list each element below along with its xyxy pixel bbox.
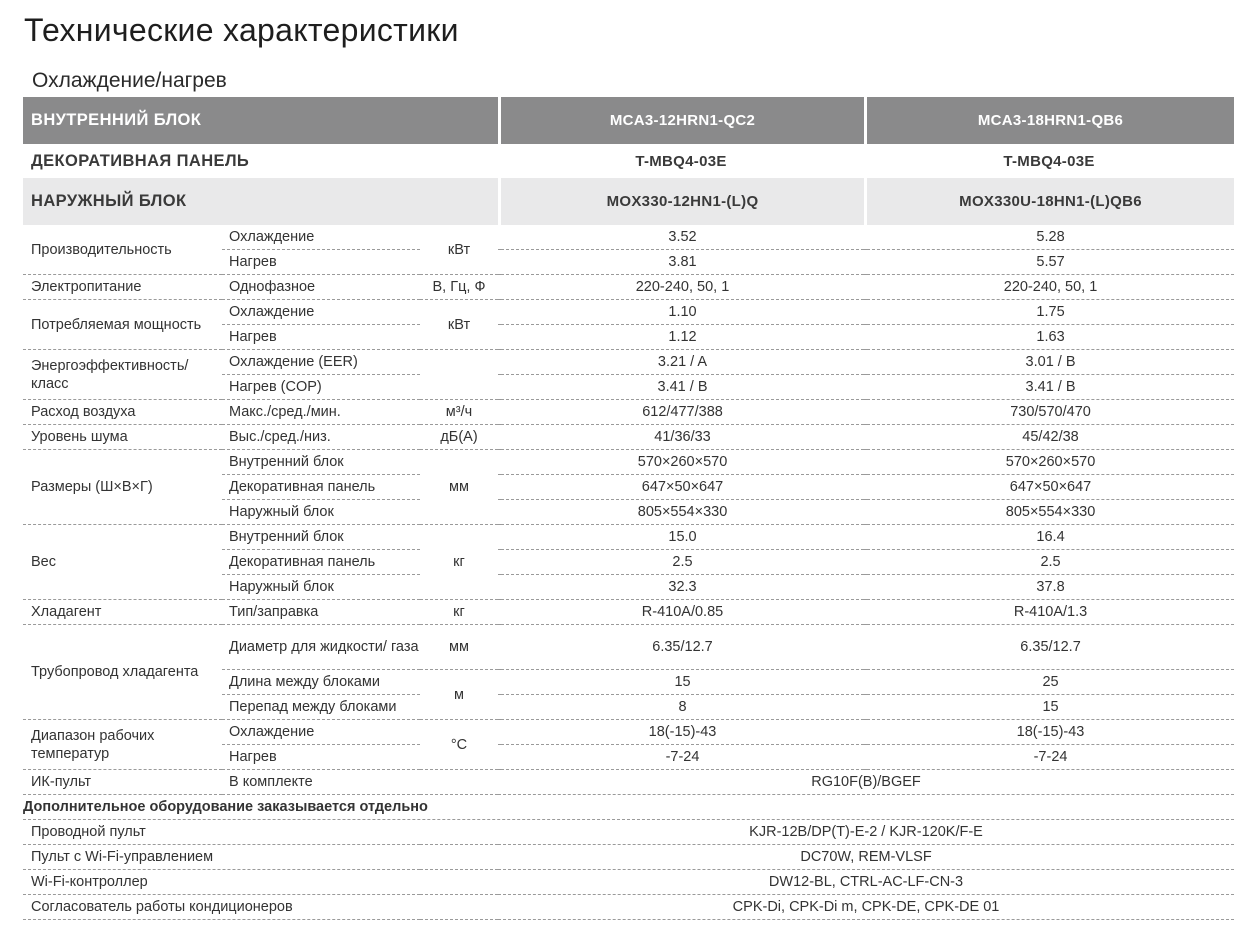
value-model-2: R-410A/1.3	[867, 600, 1234, 625]
value-model-1: 1.12	[501, 325, 864, 350]
value-model-1: 2.5	[501, 550, 864, 575]
sub-label: Внутренний блок	[222, 450, 420, 475]
table-row	[23, 845, 1234, 870]
optional-heading-row	[23, 795, 1234, 820]
value-model-1: 3.21 / A	[501, 350, 864, 375]
header-row-panel	[23, 144, 1234, 178]
value-model-2: -7-24	[867, 745, 1234, 770]
param-label: Вес	[23, 525, 222, 600]
value-shared: RG10F(B)/BGEF	[498, 770, 1234, 795]
param-label: Уровень шума	[23, 425, 222, 450]
value-model-1: 647×50×647	[501, 475, 864, 500]
value-model-2: 805×554×330	[867, 500, 1234, 525]
value-model-1: 15	[501, 670, 864, 695]
panel-label: ДЕКОРАТИВНАЯ ПАНЕЛЬ	[23, 144, 498, 178]
value-model-2: 5.57	[867, 250, 1234, 275]
value-model-1: 570×260×570	[501, 450, 864, 475]
table-row	[23, 625, 1234, 670]
sub-label: Охлаждение	[222, 300, 420, 325]
model-1-outdoor: MOX330-12HN1-(L)Q	[498, 178, 864, 225]
sub-label: Однофазное	[222, 275, 420, 300]
value-model-1: 18(-15)-43	[501, 720, 864, 745]
table-row	[23, 450, 1234, 475]
header-row-indoor	[23, 97, 1234, 144]
value-model-2: 2.5	[867, 550, 1234, 575]
table-row	[23, 870, 1234, 895]
section-subtitle: Охлаждение/нагрев	[32, 69, 227, 92]
sub-label: Перепад между блоками	[222, 695, 420, 720]
unit-label: кВт	[420, 225, 498, 275]
table-row	[23, 770, 1234, 795]
value-model-1: 3.81	[501, 250, 864, 275]
sub-label: Декоративная панель	[222, 475, 420, 500]
value-model-1: 41/36/33	[501, 425, 864, 450]
sub-label: Охлаждение	[222, 720, 420, 745]
value-model-2: 5.28	[867, 225, 1234, 250]
sub-label: Нагрев	[222, 325, 420, 350]
table-row	[23, 225, 1234, 250]
sub-label: В комплекте	[222, 770, 420, 795]
value-model-2: 37.8	[867, 575, 1234, 600]
unit-label: В, Гц, Ф	[420, 275, 498, 300]
table-row	[23, 525, 1234, 550]
option-value: CPK-Di, CPK-Di m, CPK-DE, CPK-DE 01	[498, 895, 1234, 920]
table-row	[23, 300, 1234, 325]
param-label: Размеры (Ш×В×Г)	[23, 450, 222, 525]
unit-label: мм	[420, 625, 498, 670]
param-label: Трубопровод хладагента	[23, 625, 222, 720]
value-model-2: 15	[867, 695, 1234, 720]
param-label: Электропитание	[23, 275, 222, 300]
model-2-outdoor: MOX330U-18HN1-(L)QB6	[864, 178, 1234, 225]
value-model-2: 647×50×647	[867, 475, 1234, 500]
value-model-2: 16.4	[867, 525, 1234, 550]
sub-label: Декоративная панель	[222, 550, 420, 575]
model-2-panel: T-MBQ4-03E	[864, 144, 1234, 178]
table-row	[23, 895, 1234, 920]
value-model-2: 18(-15)-43	[867, 720, 1234, 745]
sub-label: Тип/заправка	[222, 600, 420, 625]
value-model-1: 612/477/388	[501, 400, 864, 425]
unit-label: м	[420, 670, 498, 720]
unit-label: м³/ч	[420, 400, 498, 425]
unit-label: дБ(А)	[420, 425, 498, 450]
param-label: Хладагент	[23, 600, 222, 625]
option-label: Пульт с Wi-Fi-управлением	[23, 845, 420, 870]
model-1-indoor: MCA3-12HRN1-QC2	[498, 97, 864, 144]
option-label: Согласователь работы кондиционеров	[23, 895, 420, 920]
value-model-1: 8	[501, 695, 864, 720]
unit-label	[420, 350, 498, 400]
unit-label: мм	[420, 450, 498, 525]
sub-label: Нагрев	[222, 250, 420, 275]
sub-label: Диаметр для жидкости/ газа	[222, 625, 420, 670]
sub-label: Нагрев	[222, 745, 420, 770]
unit-label: кг	[420, 525, 498, 600]
value-model-1: 32.3	[501, 575, 864, 600]
param-label: Расход воздуха	[23, 400, 222, 425]
sub-label: Охлаждение	[222, 225, 420, 250]
option-value: KJR-12B/DP(T)-E-2 / KJR-120K/F-E	[498, 820, 1234, 845]
value-model-2: 220-240, 50, 1	[867, 275, 1234, 300]
value-model-2: 730/570/470	[867, 400, 1234, 425]
param-label: Производительность	[23, 225, 222, 275]
value-model-2: 1.63	[867, 325, 1234, 350]
value-model-1: -7-24	[501, 745, 864, 770]
table-row	[23, 350, 1234, 375]
param-label: Потребляемая мощность	[23, 300, 222, 350]
value-model-1: 6.35/12.7	[501, 625, 864, 670]
value-model-1: 15.0	[501, 525, 864, 550]
value-model-2: 45/42/38	[867, 425, 1234, 450]
value-model-1: 1.10	[501, 300, 864, 325]
unit-label: кг	[420, 600, 498, 625]
value-model-2: 6.35/12.7	[867, 625, 1234, 670]
sub-label: Длина между блоками	[222, 670, 420, 695]
table-row	[23, 400, 1234, 425]
sub-label: Выс./сред./низ.	[222, 425, 420, 450]
value-model-1: 220-240, 50, 1	[501, 275, 864, 300]
option-value: DC70W, REM-VLSF	[498, 845, 1234, 870]
value-model-1: R-410A/0.85	[501, 600, 864, 625]
unit-label: °С	[420, 720, 498, 770]
value-model-1: 3.52	[501, 225, 864, 250]
page-title: Технические характеристики	[24, 12, 459, 48]
sub-label: Внутренний блок	[222, 525, 420, 550]
table-row	[23, 720, 1234, 745]
model-2-indoor: MCA3-18HRN1-QB6	[864, 97, 1234, 144]
sub-label: Наружный блок	[222, 500, 420, 525]
optional-heading: Дополнительное оборудование заказывается отдельно	[23, 795, 1234, 820]
indoor-unit-label: ВНУТРЕННИЙ БЛОК	[23, 97, 498, 144]
value-model-2: 3.41 / B	[867, 375, 1234, 400]
sub-label: Нагрев (COP)	[222, 375, 420, 400]
table-row	[23, 275, 1234, 300]
option-label: Проводной пульт	[23, 820, 420, 845]
table-row	[23, 425, 1234, 450]
outdoor-unit-label: НАРУЖНЫЙ БЛОК	[23, 178, 498, 225]
value-model-2: 3.01 / B	[867, 350, 1234, 375]
param-label: ИК-пульт	[23, 770, 222, 795]
sub-label: Макс./сред./мин.	[222, 400, 420, 425]
unit-label: кВт	[420, 300, 498, 350]
value-model-1: 805×554×330	[501, 500, 864, 525]
table-row	[23, 820, 1234, 845]
header-row-outdoor	[23, 178, 1234, 225]
value-model-1: 3.41 / B	[501, 375, 864, 400]
sub-label: Наружный блок	[222, 575, 420, 600]
specs-table	[23, 97, 1234, 920]
param-label: Диапазон рабочих температур	[23, 720, 222, 770]
value-model-2: 25	[867, 670, 1234, 695]
sub-label: Охлаждение (EER)	[222, 350, 420, 375]
value-model-2: 1.75	[867, 300, 1234, 325]
value-model-2: 570×260×570	[867, 450, 1234, 475]
option-label: Wi-Fi-контроллер	[23, 870, 420, 895]
model-1-panel: T-MBQ4-03E	[498, 144, 864, 178]
table-row	[23, 600, 1234, 625]
param-label: Энергоэффективность/ класс	[23, 350, 222, 400]
option-value: DW12-BL, CTRL-AC-LF-CN-3	[498, 870, 1234, 895]
